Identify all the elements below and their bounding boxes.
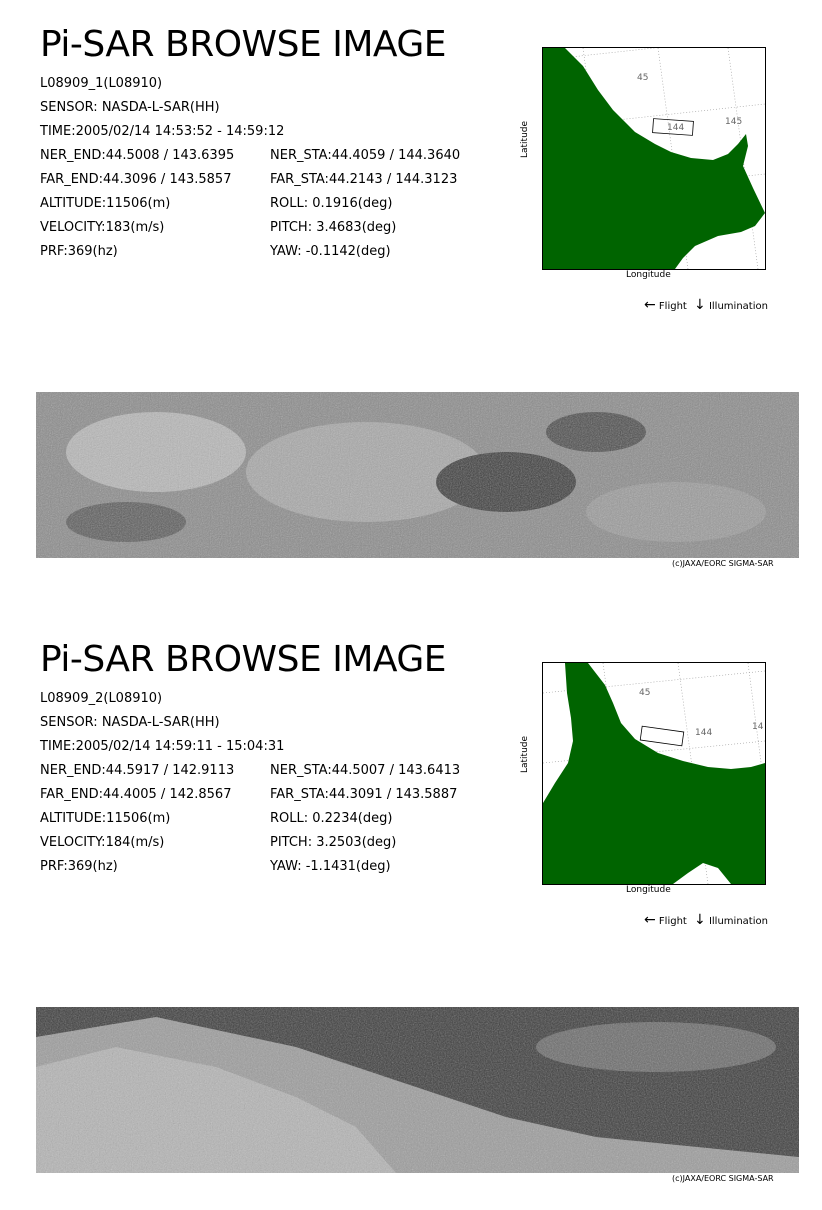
flight-label: Flight (658, 301, 687, 312)
direction-legend (644, 297, 768, 313)
time-range: TIME:2005/02/14 14:53:52 - 14:59:12 (40, 124, 285, 139)
near-start: NER_STA:44.5007 / 143.6413 (270, 763, 461, 778)
yaw: YAW: -0.1142(deg) (270, 244, 391, 259)
location-map (542, 662, 766, 885)
direction-legend (644, 912, 768, 928)
illumination-label: Illumination (708, 301, 768, 312)
illumination-label: Illumination (708, 916, 768, 927)
scene-id: L08909_2(L08910) (40, 691, 163, 706)
browse-section-2 (0, 615, 822, 1210)
velocity: VELOCITY:184(m/s) (40, 835, 165, 850)
longitude-label: Longitude (626, 270, 671, 280)
prf: PRF:369(hz) (40, 244, 118, 259)
arrow-left-icon: ← (644, 297, 656, 313)
sar-image (36, 1007, 799, 1173)
far-end: FAR_END:44.3096 / 143.5857 (40, 172, 232, 187)
roll: ROLL: 0.2234(deg) (270, 811, 393, 826)
near-end: NER_END:44.5008 / 143.6395 (40, 148, 235, 163)
arrow-down-icon: ↓ (694, 912, 706, 928)
altitude: ALTITUDE:11506(m) (40, 196, 171, 211)
latitude-label: Latitude (520, 120, 530, 158)
scene-footprint (640, 726, 684, 746)
grid-label: 144 (695, 728, 713, 738)
altitude: ALTITUDE:11506(m) (40, 811, 171, 826)
far-start: FAR_STA:44.3091 / 143.5887 (270, 787, 458, 802)
yaw: YAW: -1.1431(deg) (270, 859, 391, 874)
sensor-info: SENSOR: NASDA-L-SAR(HH) (40, 100, 220, 115)
arrow-down-icon: ↓ (694, 297, 706, 313)
page-title: Pi-SAR BROWSE IMAGE (40, 24, 447, 65)
pitch: PITCH: 3.2503(deg) (270, 835, 397, 850)
page-title: Pi-SAR BROWSE IMAGE (40, 639, 447, 680)
velocity: VELOCITY:183(m/s) (40, 220, 165, 235)
far-end: FAR_END:44.4005 / 142.8567 (40, 787, 232, 802)
grid-label: 14 (752, 722, 764, 732)
latitude-label: Latitude (520, 735, 530, 773)
land-mass (543, 48, 765, 269)
copyright-credit: (c)JAXA/EORC SIGMA-SAR (672, 1174, 774, 1183)
flight-label: Flight (658, 916, 687, 927)
sensor-info: SENSOR: NASDA-L-SAR(HH) (40, 715, 220, 730)
grid-label: 45 (639, 688, 651, 698)
land-mass (543, 663, 765, 884)
time-range: TIME:2005/02/14 14:59:11 - 15:04:31 (40, 739, 285, 754)
roll: ROLL: 0.1916(deg) (270, 196, 393, 211)
pitch: PITCH: 3.4683(deg) (270, 220, 397, 235)
scene-id: L08909_1(L08910) (40, 76, 163, 91)
grid-label: 144 (667, 123, 685, 133)
sar-image (36, 392, 799, 558)
near-end: NER_END:44.5917 / 142.9113 (40, 763, 235, 778)
arrow-left-icon: ← (644, 912, 656, 928)
longitude-label: Longitude (626, 885, 671, 895)
copyright-credit: (c)JAXA/EORC SIGMA-SAR (672, 559, 774, 568)
grid-label: 45 (637, 73, 649, 83)
location-map (542, 47, 766, 270)
prf: PRF:369(hz) (40, 859, 118, 874)
grid-label: 145 (725, 117, 743, 127)
far-start: FAR_STA:44.2143 / 144.3123 (270, 172, 458, 187)
browse-section-1 (0, 0, 822, 595)
near-start: NER_STA:44.4059 / 144.3640 (270, 148, 461, 163)
